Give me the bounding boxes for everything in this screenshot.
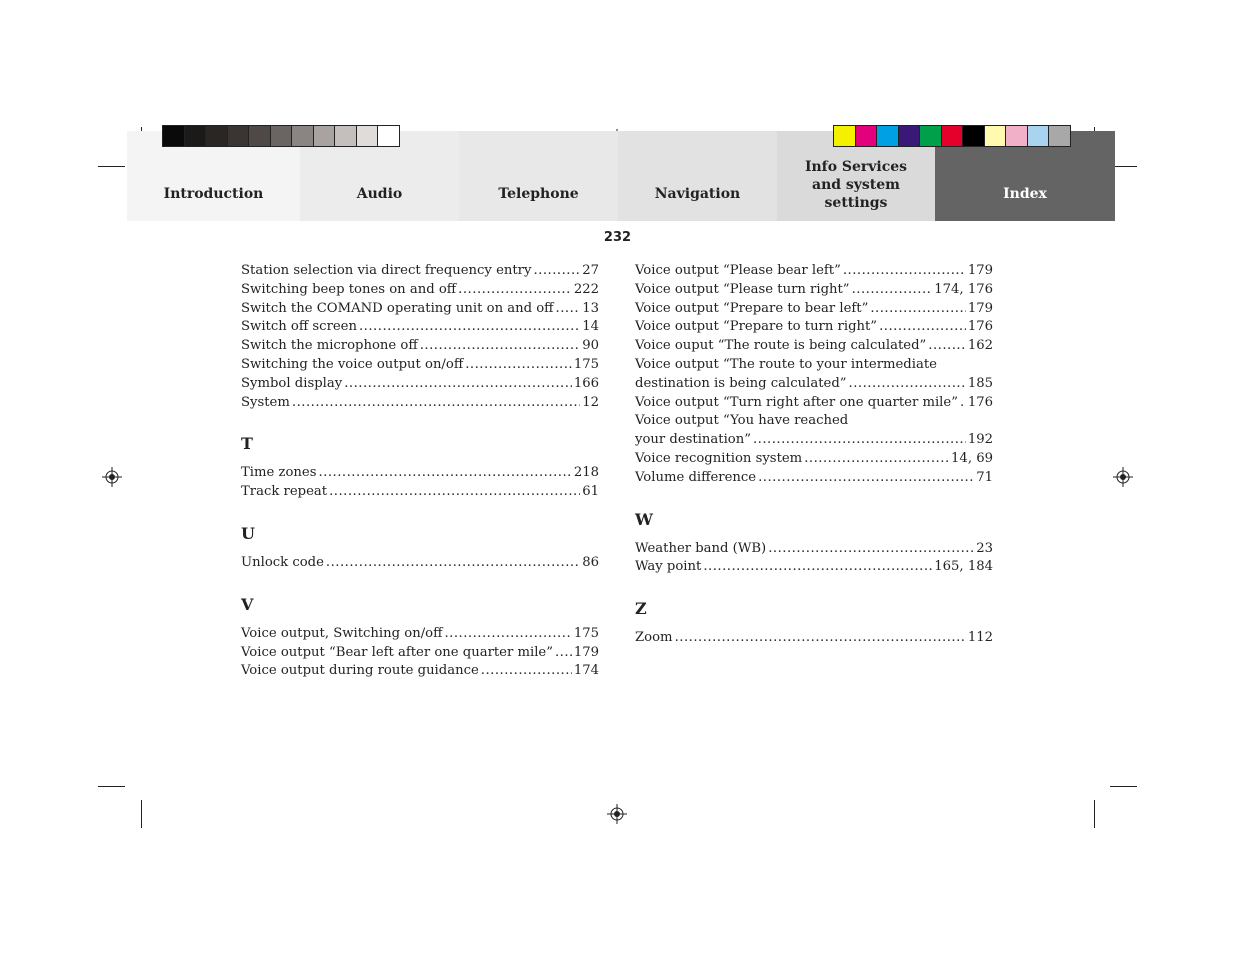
section-letter: T — [241, 434, 253, 454]
page-ref[interactable]: 13 — [582, 300, 599, 316]
page-ref[interactable]: 61 — [582, 484, 599, 500]
section-letter: Z — [635, 599, 647, 619]
dot-leader — [465, 356, 572, 375]
page-ref[interactable]: 179 — [967, 300, 993, 316]
color-swatch — [314, 126, 336, 146]
index-entry[interactable]: Switching the voice output on/off ..... 175 — [241, 356, 599, 375]
color-swatch — [1028, 126, 1050, 146]
registration-mark-icon — [607, 804, 627, 824]
page-ref[interactable]: 162 — [967, 338, 993, 354]
gray-color-bar — [162, 125, 400, 147]
color-swatch — [357, 126, 379, 146]
color-swatch — [206, 126, 228, 146]
index-entry[interactable]: destination is being calculated” ..... 185 — [635, 375, 993, 394]
index-entry[interactable]: your destination” ..... 192 — [635, 431, 993, 450]
index-entry[interactable]: Voice output, Switching on/off ..... 175 — [241, 625, 599, 644]
section-letter: U — [241, 523, 255, 543]
index-entry[interactable]: Voice recognition system ..... 14, 69 — [635, 450, 993, 469]
color-swatch — [877, 126, 899, 146]
crop-mark — [1094, 800, 1095, 828]
page-ref[interactable]: 218 — [573, 465, 599, 481]
index-column-right — [635, 262, 993, 648]
tab-audio[interactable]: Audio — [300, 131, 459, 221]
color-swatch — [249, 126, 271, 146]
color-swatch — [920, 126, 942, 146]
color-swatch — [899, 126, 921, 146]
index-entry[interactable]: Switch the microphone off ..... 90 — [241, 337, 599, 356]
index-entry[interactable]: Voice output “Bear left after one quarter mile” ..... 179 — [241, 644, 599, 663]
page-ref[interactable]: 14, 69 — [951, 450, 993, 466]
dot-leader — [326, 554, 580, 573]
page-ref[interactable]: 176 — [967, 394, 993, 410]
crop-mark — [98, 166, 125, 167]
dot-leader — [318, 464, 571, 483]
page-ref[interactable]: 174 — [573, 663, 599, 679]
dot-leader — [329, 483, 580, 502]
page-ref[interactable]: 14 — [582, 319, 599, 335]
index-entry[interactable]: Voice output “Turn right after one quarter mile” ..... 176 — [635, 394, 993, 413]
index-entry[interactable]: Zoom ..... 112 — [635, 629, 993, 648]
page-ref[interactable]: 179 — [573, 644, 599, 660]
index-entry[interactable]: Track repeat ..... 61 — [241, 483, 599, 502]
color-swatch — [963, 126, 985, 146]
index-entry-line: Voice output “You have reached — [635, 413, 849, 429]
color-swatch — [292, 126, 314, 146]
dot-leader — [804, 450, 949, 469]
index-entry[interactable]: Station selection via direct frequency entry ..... 27 — [241, 262, 599, 281]
color-swatch — [856, 126, 878, 146]
color-swatch — [834, 126, 856, 146]
index-entry[interactable]: Switch the COMAND operating unit on and off ..... 13 — [241, 300, 599, 319]
page-ref[interactable]: 12 — [582, 394, 599, 410]
page-number: 232 — [603, 230, 632, 245]
color-swatch — [1006, 126, 1028, 146]
color-swatch — [378, 126, 399, 146]
page-ref[interactable]: 166 — [573, 375, 599, 391]
index-entry[interactable]: Volume difference ..... 71 — [635, 469, 993, 488]
page-ref[interactable]: 71 — [976, 469, 993, 485]
dot-leader — [292, 394, 580, 413]
tab-index[interactable]: Index — [935, 131, 1115, 221]
page-ref[interactable]: 179 — [967, 263, 993, 278]
color-swatch — [271, 126, 293, 146]
section-letter: W — [635, 509, 653, 529]
dot-leader — [344, 375, 572, 394]
index-entry[interactable]: Voice ouput “The route is being calculated” ..... 162 — [635, 337, 993, 356]
page-ref[interactable]: 174, 176 — [934, 281, 993, 297]
index-entry[interactable]: Switching beep tones on and off ..... 222 — [241, 281, 599, 300]
color-swatch — [228, 126, 250, 146]
dot-leader — [481, 662, 572, 681]
dot-leader — [675, 629, 966, 648]
index-entry[interactable]: Unlock code ..... 86 — [241, 554, 599, 573]
dot-leader — [703, 558, 932, 577]
tab-navigation[interactable]: Navigation — [618, 131, 777, 221]
index-entry[interactable]: Voice output “Prepare to bear left” ..... 179 — [635, 300, 993, 319]
dot-leader — [420, 337, 580, 356]
index-entry[interactable]: Switch off screen ..... 14 — [241, 318, 599, 337]
page-ref[interactable]: 86 — [582, 554, 599, 570]
page-ref[interactable]: 192 — [967, 432, 993, 448]
dot-leader — [879, 318, 966, 337]
crop-mark — [141, 800, 142, 828]
process-color-bar — [833, 125, 1071, 147]
dot-leader — [533, 262, 580, 281]
color-swatch — [1049, 126, 1070, 146]
registration-mark-icon — [1113, 467, 1133, 487]
crop-mark — [98, 786, 125, 787]
index-entry[interactable]: System ..... 12 — [241, 394, 599, 413]
page-ref[interactable]: 90 — [582, 338, 599, 354]
dot-leader — [852, 281, 933, 300]
index-entry[interactable]: Voice output during route guidance ..... 174 — [241, 662, 599, 681]
color-swatch — [163, 126, 185, 146]
index-entry[interactable]: Voice output “Please turn right” ..... 174, 176 — [635, 281, 993, 300]
index-entry[interactable]: Symbol display ..... 166 — [241, 375, 599, 394]
dot-leader — [359, 318, 580, 337]
page-ref[interactable]: 222 — [573, 281, 599, 297]
page-ref[interactable]: 27 — [582, 263, 599, 278]
dot-leader — [556, 300, 581, 319]
page-ref[interactable]: 112 — [967, 630, 993, 646]
registration-mark-icon — [102, 467, 122, 487]
tab-telephone[interactable]: Telephone — [459, 131, 618, 221]
dot-leader — [843, 262, 966, 281]
dot-leader — [458, 281, 572, 300]
index-entry[interactable]: Voice output “Please bear left” ..... 179 — [635, 262, 993, 281]
index-entry[interactable]: Way point ..... 165, 184 — [635, 558, 993, 577]
index-entry-line: Voice output “The route to your intermediate — [635, 356, 937, 372]
dot-leader — [555, 644, 572, 663]
color-swatch — [335, 126, 357, 146]
page-ref[interactable]: 175 — [573, 356, 599, 372]
index-entry[interactable]: Time zones ..... 218 — [241, 464, 599, 483]
page-ref[interactable]: 165, 184 — [934, 559, 993, 575]
color-swatch — [942, 126, 964, 146]
dot-leader — [758, 469, 974, 488]
page-ref[interactable]: 185 — [967, 375, 993, 391]
page-ref[interactable]: 175 — [573, 625, 599, 641]
index-entry[interactable]: Voice output “Prepare to turn right” ..... 176 — [635, 318, 993, 337]
crop-mark — [1110, 786, 1137, 787]
dot-leader — [768, 540, 974, 559]
color-swatch — [185, 126, 207, 146]
index-column-left — [241, 262, 599, 681]
color-swatch — [985, 126, 1007, 146]
dot-leader — [444, 625, 571, 644]
dot-leader — [928, 337, 966, 356]
index-entry[interactable]: Weather band (WB) ..... 23 — [635, 540, 993, 559]
page-ref[interactable]: 176 — [967, 319, 993, 335]
section-letter: V — [241, 594, 254, 614]
tab-info-services[interactable]: Info Services and system settings — [777, 131, 935, 221]
page-ref[interactable]: 23 — [976, 540, 993, 556]
dot-leader — [870, 300, 966, 319]
tab-introduction[interactable]: Introduction — [127, 131, 300, 221]
